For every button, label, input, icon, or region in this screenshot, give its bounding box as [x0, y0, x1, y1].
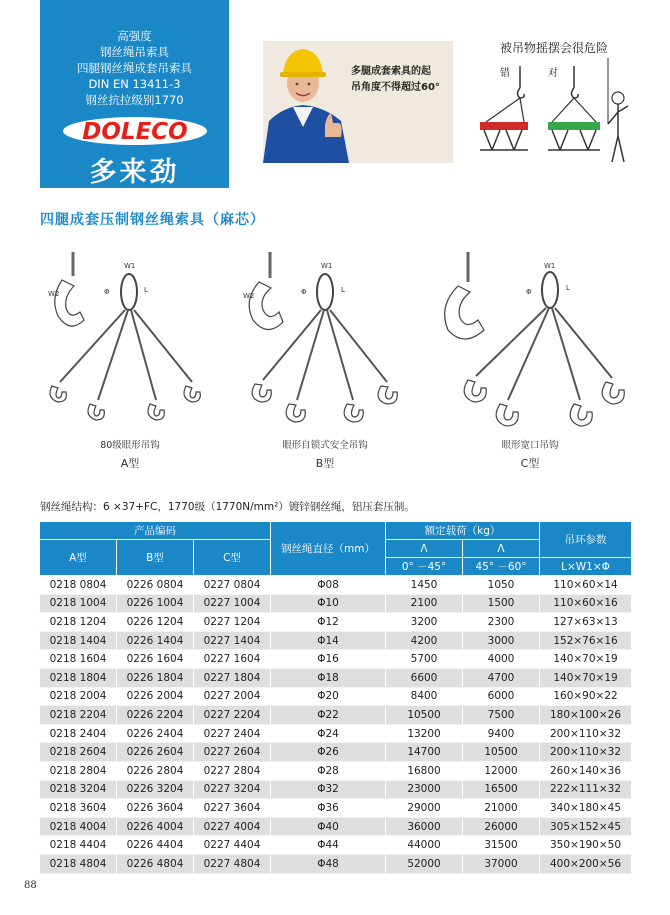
table-cell: 400×200×56 — [540, 854, 632, 873]
table-cell: 222×111×32 — [540, 780, 632, 799]
table-cell: 31500 — [463, 836, 540, 855]
table-cell: 0227 1604 — [194, 650, 271, 669]
table-cell: 140×70×19 — [540, 650, 632, 669]
table-row — [40, 817, 632, 836]
right-label: 对 — [548, 68, 558, 79]
table-cell: 340×180×45 — [540, 799, 632, 818]
table-cell: 0218 1804 — [40, 668, 117, 687]
table-cell: Φ36 — [271, 799, 386, 818]
table-row — [40, 613, 632, 632]
table-cell: 0226 1804 — [117, 668, 194, 687]
table-cell: 0227 2604 — [194, 743, 271, 762]
brand-name-cn: 多来劲 — [89, 157, 180, 188]
table-cell: 0227 1204 — [194, 613, 271, 632]
table-row — [40, 724, 632, 743]
table-cell: 0218 1404 — [40, 631, 117, 650]
table-cell: Φ14 — [271, 631, 386, 650]
table-cell: 0227 4404 — [194, 836, 271, 855]
header-rated-load: 额定载荷（kg） — [386, 522, 540, 540]
spec-table — [39, 521, 632, 874]
table-cell: 0227 2404 — [194, 724, 271, 743]
table-cell: 14700 — [386, 743, 463, 762]
type-label-b: B型 — [315, 457, 335, 470]
header-diameter: 钢丝绳直径（mm） — [271, 522, 386, 576]
sling-diagram-a — [40, 250, 220, 435]
dim-phi: Φ — [104, 288, 110, 296]
caption-line: 多腿成套索具的起 — [351, 66, 431, 77]
table-cell: 8400 — [386, 687, 463, 706]
table-cell: 0227 1404 — [194, 631, 271, 650]
table-row — [40, 706, 632, 725]
table-cell: 0227 0804 — [194, 576, 271, 595]
table-cell: 0226 1004 — [117, 594, 194, 613]
dim-phi: Φ — [526, 288, 532, 296]
table-cell: 5700 — [386, 650, 463, 669]
sling-diagram-b — [235, 250, 415, 435]
header-type-b: B型 — [117, 540, 194, 576]
table-cell: 110×60×16 — [540, 594, 632, 613]
table-cell: 1500 — [463, 594, 540, 613]
table-cell: 350×190×50 — [540, 836, 632, 855]
dim-w1: W1 — [544, 262, 556, 270]
table-cell: 10500 — [463, 743, 540, 762]
table-cell: 0218 2404 — [40, 724, 117, 743]
table-cell: 1450 — [386, 576, 463, 595]
table-row — [40, 836, 632, 855]
table-cell: 1050 — [463, 576, 540, 595]
table-cell: Φ12 — [271, 613, 386, 632]
wire-rope-spec: 钢丝绳结构：6 ×37+FC，1770级（1770N/mm²）镀锌钢丝绳，铝压套压制。 — [40, 501, 415, 513]
table-cell: 13200 — [386, 724, 463, 743]
table-cell: Φ26 — [271, 743, 386, 762]
table-cell: 127×63×13 — [540, 613, 632, 632]
table-cell: 0218 2804 — [40, 761, 117, 780]
table-cell: 0227 2804 — [194, 761, 271, 780]
table-cell: 16500 — [463, 780, 540, 799]
table-cell: Φ22 — [271, 706, 386, 725]
header-ring-params: 吊环参数 — [540, 522, 632, 558]
table-cell: 0227 4804 — [194, 854, 271, 873]
table-cell: 0226 4804 — [117, 854, 194, 873]
table-cell: 16800 — [386, 761, 463, 780]
hook-caption-c: 眼形宽口吊钩 — [501, 440, 559, 451]
table-cell: Φ16 — [271, 650, 386, 669]
table-cell: 0218 3604 — [40, 799, 117, 818]
table-cell: 10500 — [386, 706, 463, 725]
table-cell: 0226 3604 — [117, 799, 194, 818]
table-cell: 6600 — [386, 668, 463, 687]
table-row — [40, 780, 632, 799]
table-cell: 0226 1404 — [117, 631, 194, 650]
table-cell: 7500 — [463, 706, 540, 725]
header-product-code: 产品编码 — [40, 522, 271, 540]
table-cell: Φ24 — [271, 724, 386, 743]
table-cell: 0218 2004 — [40, 687, 117, 706]
table-cell: 200×110×32 — [540, 724, 632, 743]
section-title: 四腿成套压制钢丝绳索具（麻芯） — [40, 212, 265, 228]
table-cell: 2300 — [463, 613, 540, 632]
swing-danger-illustration — [476, 58, 636, 168]
type-label-a: A型 — [120, 457, 140, 470]
table-row — [40, 594, 632, 613]
sling-diagram-c — [432, 250, 632, 435]
table-cell: 0226 4404 — [117, 836, 194, 855]
table-cell: 0218 4004 — [40, 817, 117, 836]
logo-text: DOLECO — [82, 119, 188, 145]
dim-l: L — [341, 286, 345, 294]
caption-line: 吊角度不得超过60° — [351, 82, 440, 93]
table-cell: 0218 1204 — [40, 613, 117, 632]
table-cell: 0226 2404 — [117, 724, 194, 743]
table-cell: 9400 — [463, 724, 540, 743]
worker-caption — [351, 64, 451, 96]
header-type-a: A型 — [40, 540, 117, 576]
table-cell: 4000 — [463, 650, 540, 669]
table-cell: 180×100×26 — [540, 706, 632, 725]
table-cell: 12000 — [463, 761, 540, 780]
brand-line: 钢丝绳吊索具 — [100, 45, 169, 59]
table-cell: 0226 2204 — [117, 706, 194, 725]
table-row — [40, 668, 632, 687]
danger-title: 被吊物摇摆会很危险 — [499, 41, 608, 55]
table-cell: 23000 — [386, 780, 463, 799]
table-cell: 0218 2204 — [40, 706, 117, 725]
table-cell: 0226 3204 — [117, 780, 194, 799]
table-cell: 26000 — [463, 817, 540, 836]
dim-l: L — [144, 286, 148, 294]
table-cell: Φ28 — [271, 761, 386, 780]
table-cell: 260×140×36 — [540, 761, 632, 780]
doleco-logo — [62, 116, 208, 146]
header-type-c: C型 — [194, 540, 271, 576]
worker-figure — [263, 41, 453, 163]
table-cell: Φ44 — [271, 836, 386, 855]
table-row — [40, 631, 632, 650]
table-row — [40, 761, 632, 780]
hook-caption-a: 80级眼形吊钩 — [100, 440, 160, 451]
table-cell: 152×76×16 — [540, 631, 632, 650]
brand-lines — [40, 28, 229, 108]
table-cell: 0226 4004 — [117, 817, 194, 836]
table-cell: 0226 2004 — [117, 687, 194, 706]
table-cell: 0227 1004 — [194, 594, 271, 613]
angle-symbol-icon: Λ — [463, 540, 540, 558]
table-cell: 0227 4004 — [194, 817, 271, 836]
table-cell: Φ10 — [271, 594, 386, 613]
table-cell: 140×70×19 — [540, 668, 632, 687]
table-cell: 3000 — [463, 631, 540, 650]
page-number: 88 — [24, 880, 37, 891]
dim-w2: W2 — [48, 290, 60, 298]
table-cell: 110×60×14 — [540, 576, 632, 595]
table-cell: 0226 1204 — [117, 613, 194, 632]
dim-w1: W1 — [124, 262, 136, 270]
table-row — [40, 799, 632, 818]
table-cell: 0226 0804 — [117, 576, 194, 595]
table-cell: 37000 — [463, 854, 540, 873]
table-cell: Φ08 — [271, 576, 386, 595]
table-cell: 0227 3604 — [194, 799, 271, 818]
table-cell: 0218 4404 — [40, 836, 117, 855]
table-cell: 0218 1604 — [40, 650, 117, 669]
hook-caption-b: 眼形自锁式安全吊钩 — [282, 440, 368, 451]
table-cell: 2100 — [386, 594, 463, 613]
angle-symbol-icon: Λ — [386, 540, 463, 558]
table-row — [40, 687, 632, 706]
dim-w2: W2 — [243, 292, 255, 300]
table-cell: Φ32 — [271, 780, 386, 799]
table-cell: Φ18 — [271, 668, 386, 687]
table-cell: 36000 — [386, 817, 463, 836]
table-cell: 4200 — [386, 631, 463, 650]
table-cell: 0218 3204 — [40, 780, 117, 799]
table-cell: 0227 1804 — [194, 668, 271, 687]
brand-line: 钢丝抗拉级别1770 — [85, 93, 184, 107]
header-angle-2: 45° －60° — [463, 558, 540, 576]
table-cell: 52000 — [386, 854, 463, 873]
table-cell: 0226 2604 — [117, 743, 194, 762]
table-cell: 3200 — [386, 613, 463, 632]
table-cell: 29000 — [386, 799, 463, 818]
header-ring-dims: L×W1×Φ — [540, 558, 632, 576]
brand-line: 四腿钢丝绳成套吊索具 — [77, 61, 192, 75]
dim-w1: W1 — [321, 262, 333, 270]
worker-photo — [263, 41, 453, 163]
table-cell: Φ40 — [271, 817, 386, 836]
table-cell: 305×152×45 — [540, 817, 632, 836]
table-cell: 0218 4804 — [40, 854, 117, 873]
table-cell: 0218 1004 — [40, 594, 117, 613]
table-body — [40, 576, 632, 874]
brand-line: DIN EN 13411-3 — [88, 77, 181, 91]
table-row — [40, 743, 632, 762]
table-cell: 0226 2804 — [117, 761, 194, 780]
type-label-c: C型 — [520, 457, 540, 470]
table-cell: 21000 — [463, 799, 540, 818]
brand-line: 高强度 — [117, 29, 152, 43]
table-cell: 0218 0804 — [40, 576, 117, 595]
brand-box — [40, 0, 229, 188]
table-cell: 160×90×22 — [540, 687, 632, 706]
dim-phi: Φ — [301, 288, 307, 296]
wrong-label: 错 — [500, 68, 510, 79]
table-cell: Φ20 — [271, 687, 386, 706]
table-cell: 200×110×32 — [540, 743, 632, 762]
table-row — [40, 650, 632, 669]
table-cell: 0227 2004 — [194, 687, 271, 706]
table-row — [40, 576, 632, 595]
table-cell: 0227 2204 — [194, 706, 271, 725]
table-cell: 6000 — [463, 687, 540, 706]
table-cell: 0226 1604 — [117, 650, 194, 669]
table-row — [40, 854, 632, 873]
table-cell: 44000 — [386, 836, 463, 855]
table-cell: Φ48 — [271, 854, 386, 873]
header-angle-1: 0° －45° — [386, 558, 463, 576]
table-cell: 4700 — [463, 668, 540, 687]
table-cell: 0218 2604 — [40, 743, 117, 762]
dim-l: L — [566, 284, 570, 292]
table-cell: 0227 3204 — [194, 780, 271, 799]
